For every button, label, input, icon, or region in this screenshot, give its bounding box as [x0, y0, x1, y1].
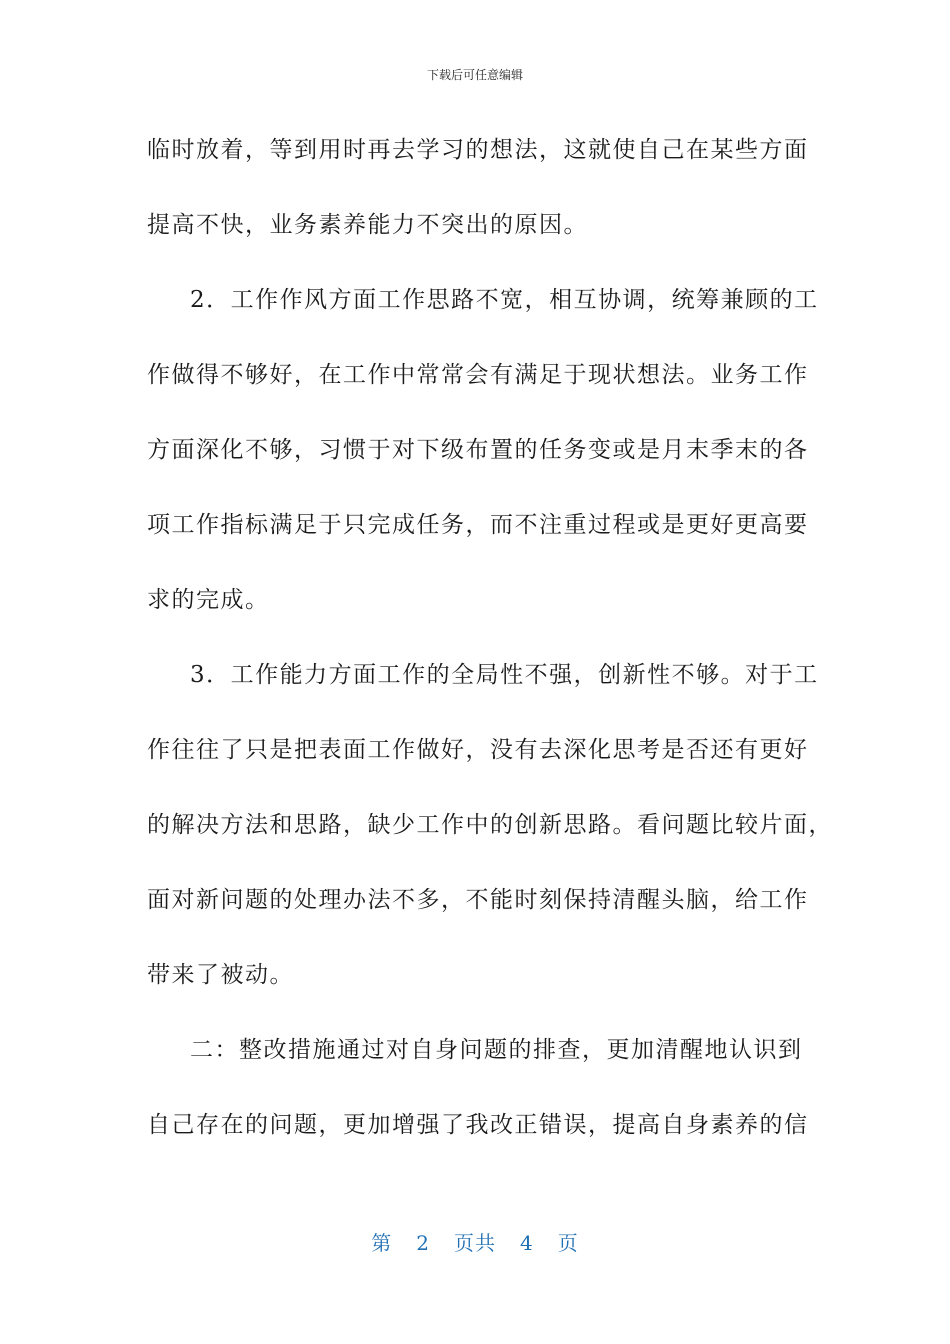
body-line-6: 项工作指标满足于只完成任务，而不注重过程或是更好更高要	[147, 512, 809, 538]
body-line-7: 求的完成。	[147, 587, 270, 613]
footer-page-total: 4	[520, 1231, 534, 1255]
body-line-8: 3．工作能力方面工作的全局性不强，创新性不够。对于工	[190, 662, 819, 688]
footer-page-prefix: 第	[371, 1231, 393, 1255]
body-line-11: 面对新问题的处理办法不多，不能时刻保持清醒头脑，给工作	[147, 887, 809, 913]
footer-page-current: 2	[416, 1231, 430, 1255]
body-line-10: 的解决方法和思路，缺少工作中的创新思路。看问题比较片面，	[147, 812, 833, 838]
body-line-5: 方面深化不够，习惯于对下级布置的任务变或是月末季末的各	[147, 437, 809, 463]
body-line-9: 作往往了只是把表面工作做好，没有去深化思考是否还有更好	[147, 737, 809, 763]
body-line-13: 二：整改措施通过对自身问题的排查，更加清醒地认识到	[190, 1037, 803, 1063]
body-line-14: 自己存在的问题，更加增强了我改正错误，提高自身素养的信	[147, 1112, 809, 1138]
body-line-1: 临时放着，等到用时再去学习的想法，这就使自己在某些方面	[147, 137, 809, 163]
footer-page-suffix: 页	[557, 1231, 579, 1255]
page-header-note: 下载后可任意编辑	[426, 68, 523, 82]
page-footer	[0, 1227, 950, 1256]
body-line-3: 2．工作作风方面工作思路不宽，相互协调，统筹兼顾的工	[190, 287, 819, 313]
footer-page-mid: 页共	[454, 1231, 496, 1255]
body-line-12: 带来了被动。	[147, 962, 294, 988]
body-line-4: 作做得不够好，在工作中常常会有满足于现状想法。业务工作	[147, 362, 809, 388]
body-line-2: 提高不快，业务素养能力不突出的原因。	[147, 212, 588, 238]
